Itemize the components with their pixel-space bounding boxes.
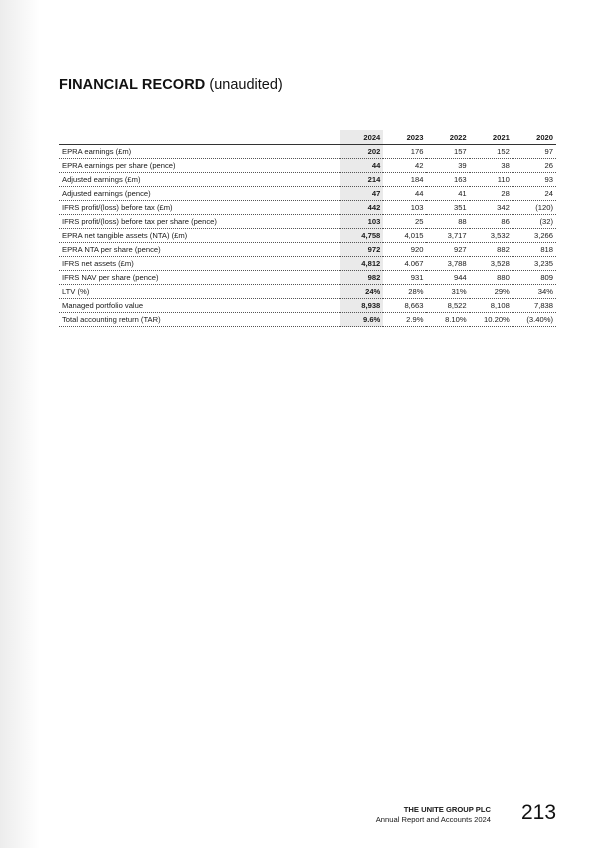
table-row	[59, 159, 556, 173]
table-cell: 3,266	[513, 229, 556, 243]
table-cell: 31%	[426, 285, 469, 299]
table-cell: (32)	[513, 215, 556, 229]
column-header: 2021	[470, 130, 513, 145]
table-cell: 4,758	[340, 229, 383, 243]
title-main: FINANCIAL RECORD	[59, 77, 206, 93]
table-row	[59, 173, 556, 187]
table-cell: 9.6%	[340, 313, 383, 327]
table-cell: 157	[426, 145, 469, 159]
table-cell: 34%	[513, 285, 556, 299]
table-cell: 163	[426, 173, 469, 187]
table-cell: 3,717	[426, 229, 469, 243]
table-cell: 152	[470, 145, 513, 159]
table-cell: 28%	[383, 285, 426, 299]
row-metric-label: Adjusted earnings (pence)	[59, 187, 340, 201]
table-cell: 41	[426, 187, 469, 201]
page-title	[59, 77, 283, 93]
table-cell: 24	[513, 187, 556, 201]
column-header: 2022	[426, 130, 469, 145]
table-cell: 42	[383, 159, 426, 173]
table-cell: 931	[383, 271, 426, 285]
table-header-row	[59, 130, 556, 145]
table-cell: 24%	[340, 285, 383, 299]
row-metric-label: EPRA earnings per share (pence)	[59, 159, 340, 173]
table-row	[59, 285, 556, 299]
table-cell: 110	[470, 173, 513, 187]
table-cell: 88	[426, 215, 469, 229]
table-cell: 3,528	[470, 257, 513, 271]
table-cell: 103	[340, 215, 383, 229]
table-cell: 342	[470, 201, 513, 215]
table-cell: 8,938	[340, 299, 383, 313]
table-cell: 29%	[470, 285, 513, 299]
table-cell: 26	[513, 159, 556, 173]
table-row	[59, 215, 556, 229]
table-cell: (120)	[513, 201, 556, 215]
page-edge-shade	[0, 0, 40, 848]
table-cell: 442	[340, 201, 383, 215]
table-cell: 944	[426, 271, 469, 285]
table-cell: 8,663	[383, 299, 426, 313]
financial-record-table	[59, 130, 556, 327]
table-cell: 202	[340, 145, 383, 159]
table-cell: 8.10%	[426, 313, 469, 327]
table-cell: 4,015	[383, 229, 426, 243]
row-metric-label: Adjusted earnings (£m)	[59, 173, 340, 187]
table-row	[59, 313, 556, 327]
table-cell: 184	[383, 173, 426, 187]
table-row	[59, 243, 556, 257]
table-cell: 25	[383, 215, 426, 229]
table-row	[59, 299, 556, 313]
table-cell: 4,812	[340, 257, 383, 271]
table-cell: 7,838	[513, 299, 556, 313]
table-row	[59, 145, 556, 159]
table-cell: 10.20%	[470, 313, 513, 327]
table-cell: (3.40%)	[513, 313, 556, 327]
table-row	[59, 257, 556, 271]
title-subtitle: (unaudited)	[209, 77, 283, 93]
column-header: 2020	[513, 130, 556, 145]
row-metric-label: EPRA NTA per share (pence)	[59, 243, 340, 257]
row-metric-label: IFRS profit/(loss) before tax per share (pence)	[59, 215, 340, 229]
table-cell: 4.067	[383, 257, 426, 271]
row-metric-label: IFRS NAV per share (pence)	[59, 271, 340, 285]
table-cell: 3,235	[513, 257, 556, 271]
table-cell: 97	[513, 145, 556, 159]
footer	[376, 805, 491, 825]
table-cell: 880	[470, 271, 513, 285]
table-cell: 3,532	[470, 229, 513, 243]
table-cell: 351	[426, 201, 469, 215]
table-body	[59, 145, 556, 327]
column-header: 2024	[340, 130, 383, 145]
table-cell: 972	[340, 243, 383, 257]
row-metric-label: LTV (%)	[59, 285, 340, 299]
table-cell: 176	[383, 145, 426, 159]
table-cell: 44	[340, 159, 383, 173]
table-row	[59, 229, 556, 243]
footer-report-title: Annual Report and Accounts 2024	[375, 815, 491, 824]
table-cell: 3,788	[426, 257, 469, 271]
table-cell: 818	[513, 243, 556, 257]
table-cell: 86	[470, 215, 513, 229]
row-metric-label: EPRA net tangible assets (NTA) (£m)	[59, 229, 340, 243]
table-cell: 809	[513, 271, 556, 285]
table-cell: 982	[340, 271, 383, 285]
table-cell: 920	[383, 243, 426, 257]
row-metric-label: IFRS net assets (£m)	[59, 257, 340, 271]
table-cell: 38	[470, 159, 513, 173]
row-metric-label: IFRS profit/(loss) before tax (£m)	[59, 201, 340, 215]
table-cell: 882	[470, 243, 513, 257]
table-cell: 8,522	[426, 299, 469, 313]
table-row	[59, 187, 556, 201]
table-row	[59, 201, 556, 215]
table-cell: 47	[340, 187, 383, 201]
header-metric-cell	[59, 130, 340, 145]
table-cell: 2.9%	[383, 313, 426, 327]
table-cell: 103	[383, 201, 426, 215]
column-header: 2023	[383, 130, 426, 145]
page-number: 213	[521, 801, 557, 824]
table-row	[59, 271, 556, 285]
table-cell: 8,108	[470, 299, 513, 313]
table-cell: 927	[426, 243, 469, 257]
table-cell: 28	[470, 187, 513, 201]
table-cell: 39	[426, 159, 469, 173]
row-metric-label: EPRA earnings (£m)	[59, 145, 340, 159]
footer-company: THE UNITE GROUP PLC	[403, 805, 491, 814]
row-metric-label: Total accounting return (TAR)	[59, 313, 340, 327]
table-cell: 214	[340, 173, 383, 187]
row-metric-label: Managed portfolio value	[59, 299, 340, 313]
table-cell: 44	[383, 187, 426, 201]
table-cell: 93	[513, 173, 556, 187]
